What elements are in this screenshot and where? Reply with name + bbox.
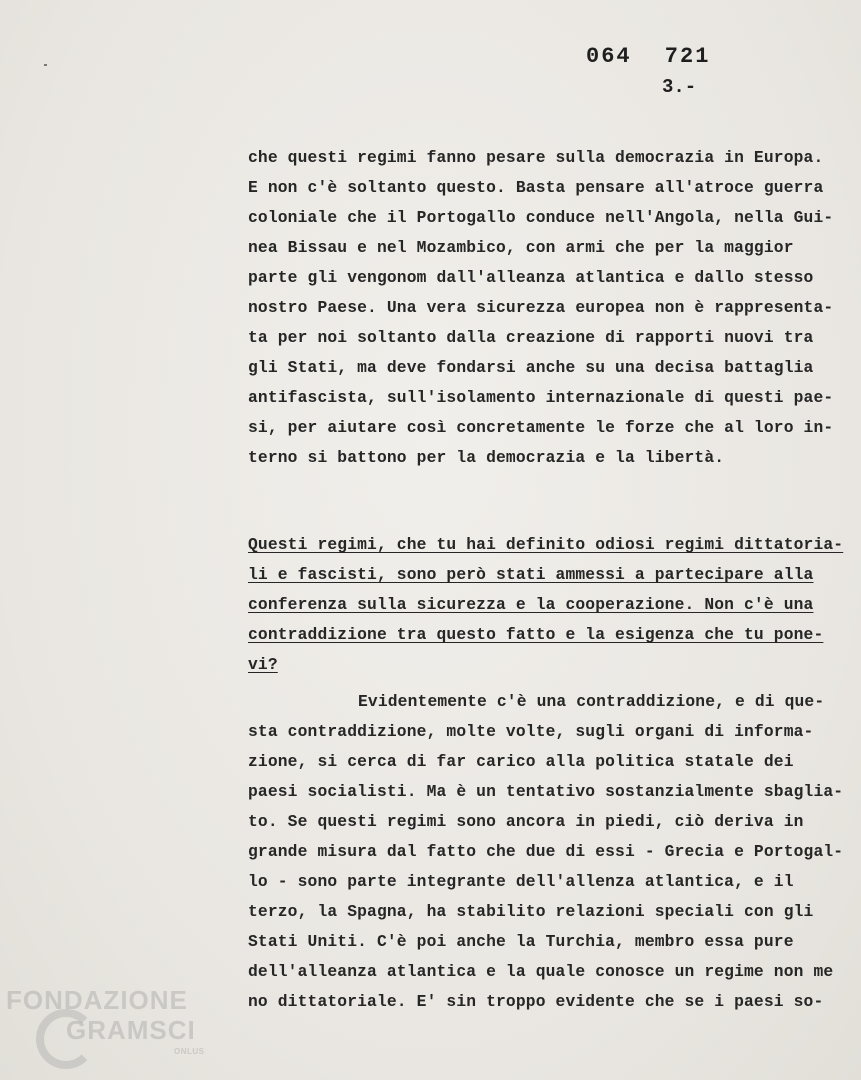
page-number: 3.- [662,76,697,98]
stray-mark [44,64,47,66]
text-line: antifascista, sull'isolamento internazionale di questi pae- [248,388,834,407]
question-line: li e fascisti, sono però stati ammessi a partecipare alla [248,565,814,584]
text-line: to. Se questi regimi sono ancora in piedi, ciò deriva in [248,812,804,831]
text-line: Stati Uniti. C'è poi anche la Turchia, membro essa pure [248,932,794,951]
watermark-line3: ONLUS [174,1047,205,1056]
text-line: gli Stati, ma deve fondarsi anche su una decisa battaglia [248,358,814,377]
question-line: Questi regimi, che tu hai definito odiosi regimi dittatoria- [248,535,844,554]
document-number: 064 721 [586,44,711,69]
text-line: grande misura dal fatto che due di essi - Grecia e Portogal- [248,842,844,861]
question-line: conferenza sulla sicurezza e la cooperazione. Non c'è una [248,595,814,614]
question-line: contraddizione tra questo fatto e la esigenza che tu pone- [248,625,824,644]
text-line: E non c'è soltanto questo. Basta pensare all'atroce guerra [248,178,824,197]
text-line: paesi socialisti. Ma è un tentativo sostanzialmente sbaglia- [248,782,844,801]
text-line: terno si battono per la democrazia e la libertà. [248,448,725,467]
text-line: zione, si cerca di far carico alla politica statale dei [248,752,794,771]
watermark-line1: FONDAZIONE [6,985,188,1015]
text-line: lo - sono parte integrante dell'allenza atlantica, e il [248,872,794,891]
text-line: nea Bissau e nel Mozambico, con armi che per la maggior [248,238,794,257]
text-line: ta per noi soltanto dalla creazione di rapporti nuovi tra [248,328,814,347]
text-line: che questi regimi fanno pesare sulla democrazia in Europa. [248,148,824,167]
question-line: vi? [248,655,278,674]
watermark-line2: GRAMSCI [66,1015,196,1045]
text-line: sta contraddizione, molte volte, sugli organi di informa- [248,722,814,741]
text-line: terzo, la Spagna, ha stabilito relazioni speciali con gli [248,902,814,921]
text-line: coloniale che il Portogallo conduce nell'Angola, nella Gui- [248,208,834,227]
text-line: nostro Paese. Una vera sicurezza europea non è rappresenta- [248,298,834,317]
text-line: dell'alleanza atlantica e la quale conosce un regime non me [248,962,834,981]
text-line: no dittatoriale. E' sin troppo evidente che se i paesi so- [248,992,824,1011]
text-line: si, per aiutare così concretamente le forze che al loro in- [248,418,834,437]
text-line: parte gli vengonom dall'alleanza atlantica e dallo stesso [248,268,814,287]
text-line: Evidentemente c'è una contraddizione, e di que- [358,692,825,711]
